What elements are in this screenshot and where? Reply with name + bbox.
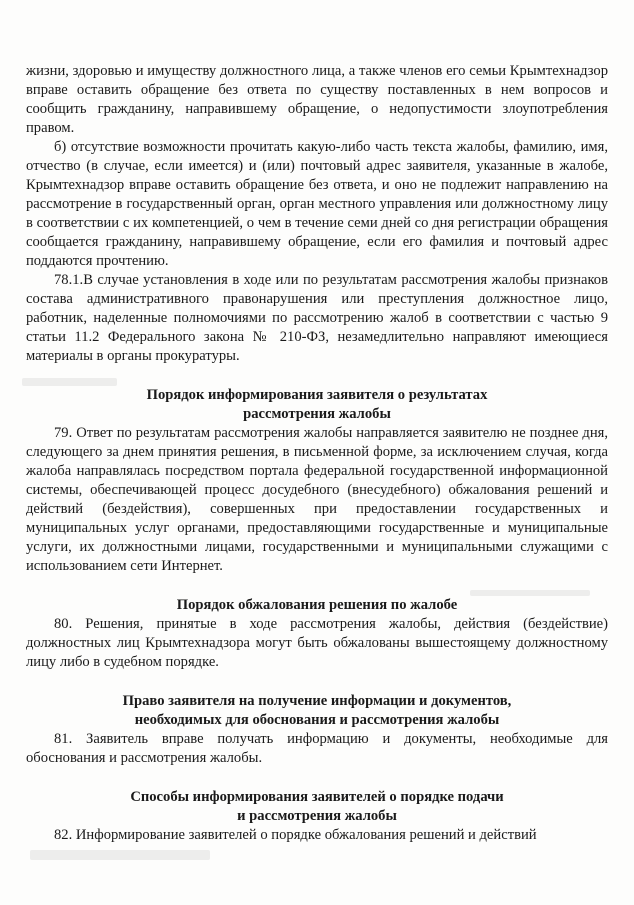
spacer <box>26 366 608 386</box>
spacer <box>26 576 608 596</box>
document-body <box>26 62 608 845</box>
paragraph-80: 80. Решения, принятые в ходе рассмотрения жалобы, действия (бездействие) должностных лиц Крымтехнадзора могут быть обжалованы вышестоящему должностному лицу либо в судебном порядке. <box>26 616 608 670</box>
paragraph-b: б) отсутствие возможности прочитать какую-либо часть текста жалобы, фамилию, имя, отчество (в случае, если имеется) и (или) почтовый адрес заявителя, указанные в жалобе, Крымтехнадзор вправе оставить обращение без ответа, и оно не подлежит направлению на рассмотрение в государственный орган, орган местного управления или должностному лицу в соответствии с их компетенцией, о чем в течение семи дней со дня регистрации обращения сообщается гражданину, направившему обращение, если его фамилия и почтовый адрес поддаются прочтению. <box>26 139 608 269</box>
section-79-heading-line2: рассмотрения жалобы <box>243 406 391 422</box>
section-79-heading-line1: Порядок информирования заявителя о результатах <box>146 387 488 403</box>
paragraph-82: 82. Информирование заявителей о порядке обжалования решений и действий <box>54 827 537 843</box>
section-80-heading: Порядок обжалования решения по жалобе <box>176 597 458 613</box>
scan-noise <box>30 850 210 860</box>
section-82-heading-line1: Способы информирования заявителей о порядке подачи <box>130 789 504 805</box>
paragraph-78-1: 78.1.В случае установления в ходе или по результатам рассмотрения жалобы признаков состава административного правонарушения или преступления должностное лицо, работник, наделенные полномочиями по рассмотрению жалоб в соответствии с частью 9 статьи 11.2 Федерального закона № 210-ФЗ, незамедлительно направляют имеющиеся материалы в органы прокуратуры. <box>26 272 608 364</box>
section-81-heading-line1: Право заявителя на получение информации и документов, <box>122 693 512 709</box>
paragraph-continuation: жизни, здоровью и имуществу должностного лица, а также членов его семьи Крымтехнадзор вправе оставить обращение без ответа по существу поставленных в нем вопросов и сообщить гражданину, направившему обращение, о недопустимости злоупотребления правом. <box>26 63 608 136</box>
spacer <box>26 768 608 788</box>
section-81-heading-line2: необходимых для обоснования и рассмотрения жалобы <box>134 712 500 728</box>
paragraph-81: 81. Заявитель вправе получать информацию и документы, необходимые для обоснования и рассмотрения жалобы. <box>26 731 608 766</box>
section-82-heading-line2: и рассмотрения жалобы <box>237 808 397 824</box>
paragraph-79: 79. Ответ по результатам рассмотрения жалобы направляется заявителю не позднее дня, следующего за днем принятия решения, в письменной форме, за исключением случая, когда жалоба направлялась посредством портала федеральной государственной информационной системы, обеспечивающей процесс досудебного (внесудебного) обжалования решений и действий (бездействия), совершенных при предоставлении государственных и муниципальных услуг органами, предоставляющими государственные и муниципальные услуги, их должностными лицами, государственными и муниципальными служащими с использованием сети Интернет. <box>26 425 608 574</box>
spacer <box>26 672 608 692</box>
